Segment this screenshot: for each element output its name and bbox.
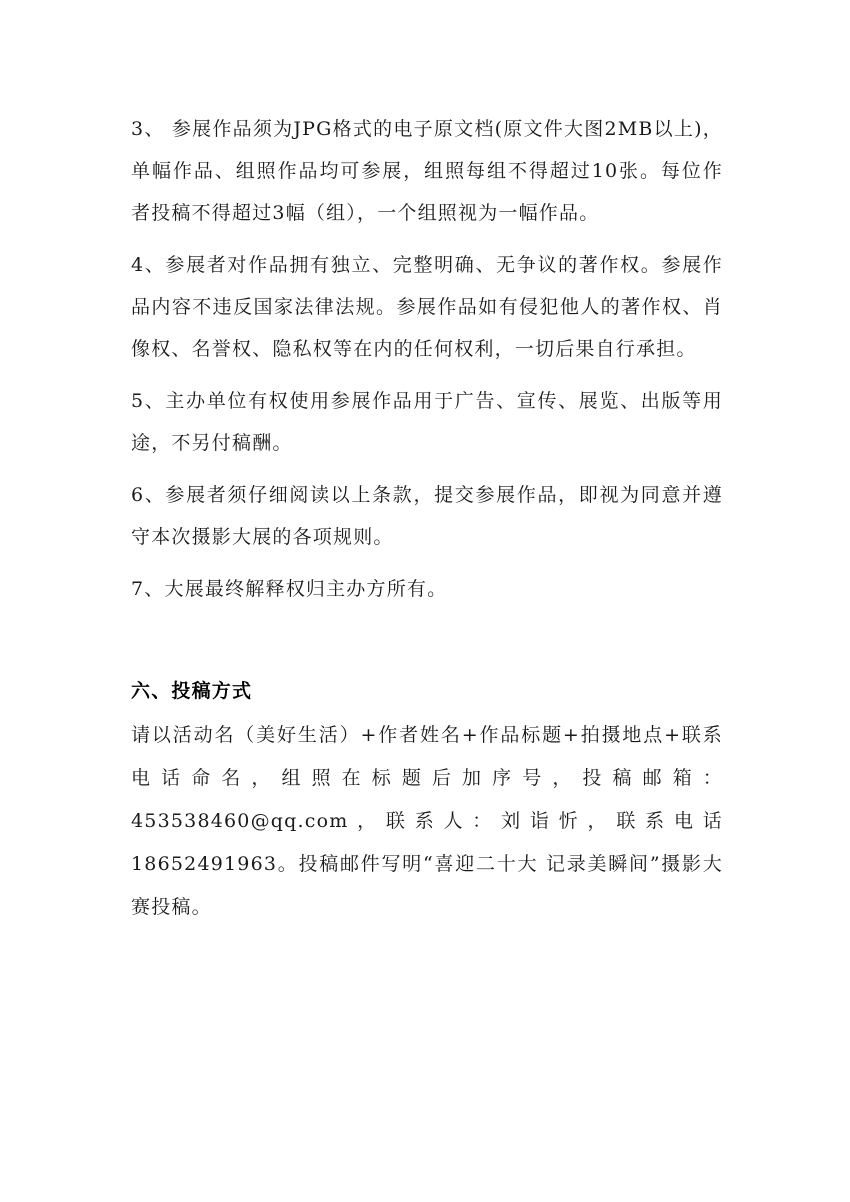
submission-instructions: 请以活动名（美好生活）+作者姓名+作品标题+拍摄地点+联系电话命名，组照在标题后加序号，投稿邮箱：453538460@qq.com，联系人：刘诣忻，联系电话 18652491963。投稿邮件写明“喜迎二十大 记录美瞬间”摄影大赛投稿。: [131, 724, 723, 918]
page-content: [131, 108, 723, 929]
rule-item-7: 7、大展最终解释权归主办方所有。: [131, 578, 448, 600]
rule-item-3: 3、 参展作品须为JPG格式的电子原文档(原文件大图2MB以上)，单幅作品、组照作品均可参展，组照每组不得超过10张。每位作者投稿不得超过3幅（组），一个组照视为一幅作品。: [131, 118, 723, 224]
rule-item-6: 6、参展者须仔细阅读以上条款，提交参展作品，即视为同意并遵守本次摄影大展的各项规则。: [131, 484, 723, 548]
rule-item-4: 4、参展者对作品拥有独立、完整明确、无争议的著作权。参展作品内容不违反国家法律法规。参展作品如有侵犯他人的著作权、肖像权、名誉权、隐私权等在内的任何权利，一切后果自行承担。: [131, 254, 723, 360]
submission-heading: 六、投稿方式: [131, 680, 253, 702]
rule-item-5: 5、主办单位有权使用参展作品用于广告、宣传、展览、出版等用途，不另付稿酬。: [131, 390, 723, 454]
